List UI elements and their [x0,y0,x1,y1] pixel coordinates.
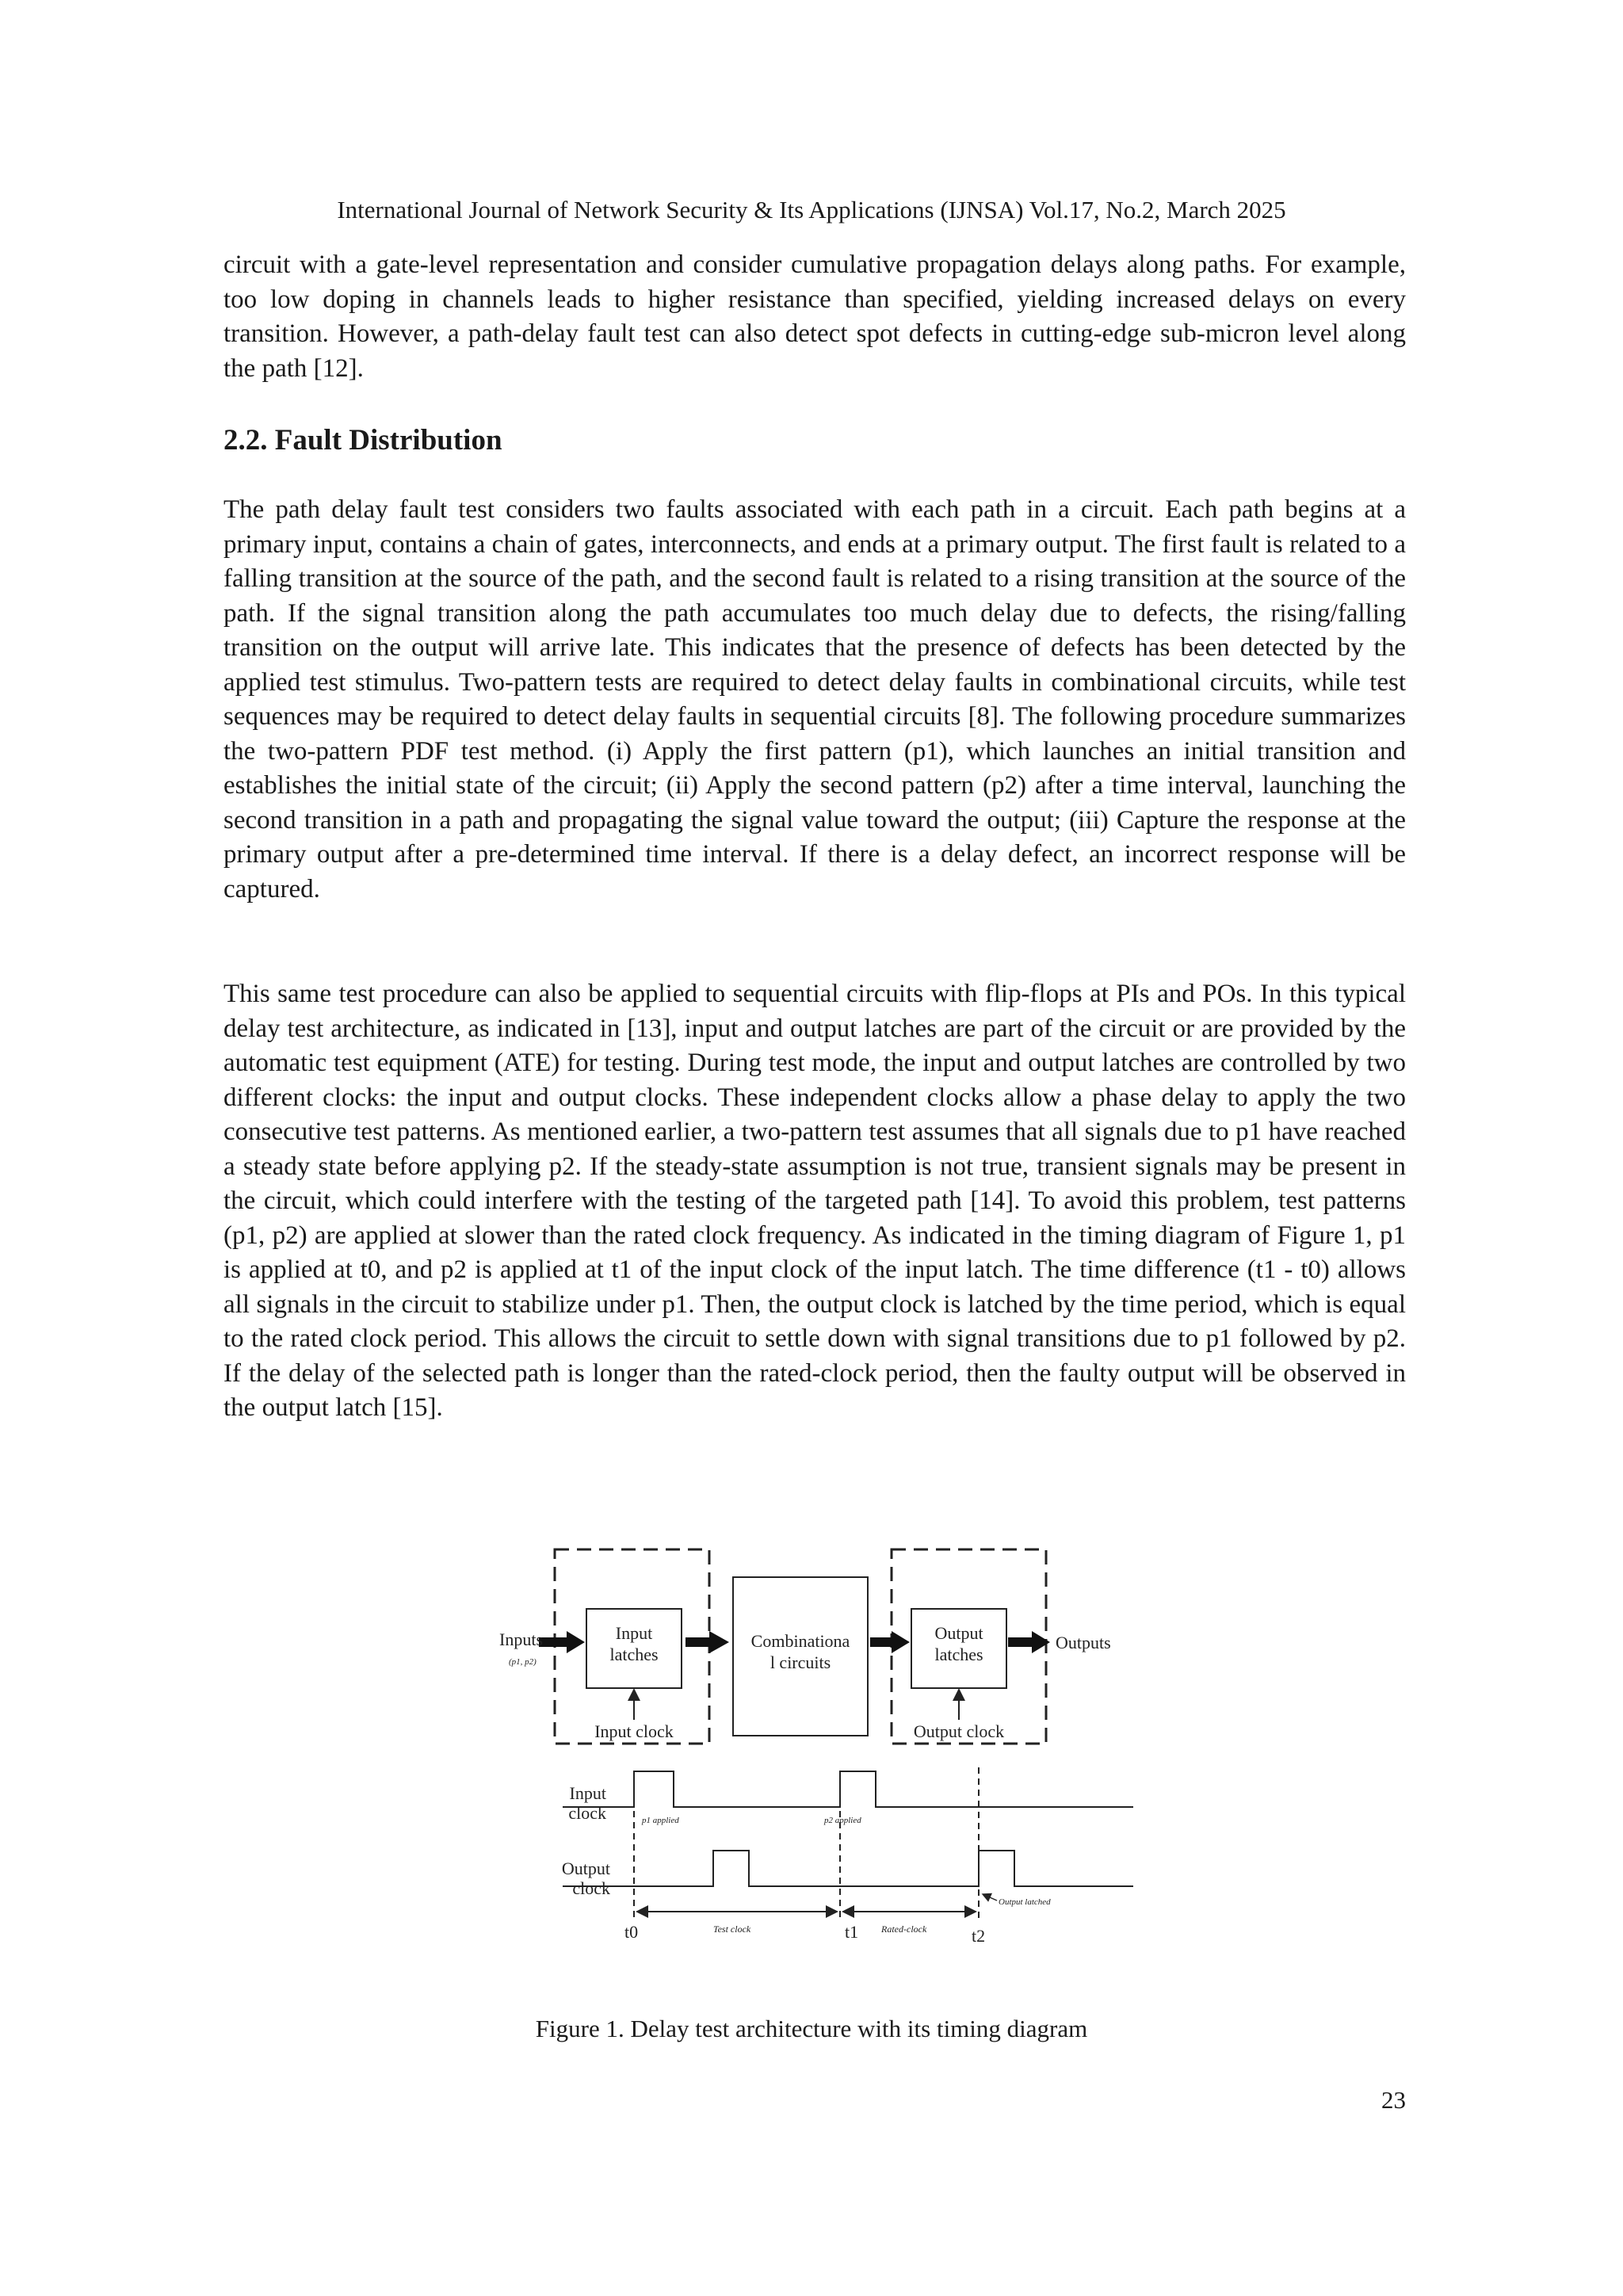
paragraph-2 [223,493,1406,907]
section-title: Fault Distribution [274,424,502,457]
comb-to-latch-arrow [870,1631,910,1653]
p1-applied-label: p1 applied [642,1816,679,1825]
paragraph-1 [223,248,1406,386]
outputs-arrow [1008,1631,1050,1653]
output-latch-label-1: Output [934,1623,983,1643]
running-header: International Journal of Network Security & Its Applications (IJNSA) Vol.17, No.2, March 2025 [337,196,1286,223]
input-clock-label: Input clock [594,1721,674,1741]
timing-output-label-1: Output [561,1859,610,1878]
delay-test-architecture-diagram [491,1538,1157,1981]
outputs-label: Outputs [1056,1633,1111,1652]
figure-caption: Figure 1. Delay test architecture with its timing diagram [535,2015,1088,2042]
input-clock-waveform [563,1771,1133,1807]
paragraph-3 [223,977,1406,1426]
latch-to-comb-arrow [685,1631,729,1653]
input-latch-label-1: Input [615,1623,653,1643]
comb-label-1: Combinationa [750,1631,850,1651]
output-latched-pointer [983,1894,997,1901]
comb-label-2: l circuits [769,1652,831,1672]
figure-1 [491,1538,1157,1981]
output-clock-waveform [563,1851,1133,1886]
inputs-label: Inputs [499,1629,543,1649]
paragraph-2-text: The path delay fault test considers two faults associated with each path in a circuit. Each path begins at a primary input, contains a chain of gates, interconnects, and ends at a primary output. The first fault is related to a falling transition at the source of the path, and the second fault is related to a rising transition at the source of the path. If the signal transition along the path accumulates too much delay due to defects, the rising/falling transition on the output will arrive late. This indicates that the presence of defects has been detected by the applied test stimulus. Two-pattern tests are required to detect delay faults in combinational circuits, while test sequences may be required to detect delay faults in sequential circuits [8]. The following procedure summarizes the two-pattern PDF test method. (i) Apply the first pattern (p1), which launches an initial transition and establishes the initial state of the circuit; (ii) Apply the second pattern (p2) after a time interval, launching the second transition in a path and propagating the signal value toward the output; (iii) Capture the response at the primary output after a pre-determined time interval. If there is a delay defect, an incorrect response will be captured. [223,495,1406,904]
page-number: 23 [1381,2086,1406,2114]
section-heading [223,422,502,460]
input-latch-label-2: latches [609,1645,659,1664]
p2-applied-label: p2 applied [824,1816,861,1825]
section-number: 2.2. [223,424,268,457]
paragraph-1-text: circuit with a gate-level representation and consider cumulative propagation delays along paths. For example, too low doping in channels leads to higher resistance than specified, yielding increased delays on every transition. However, a path-delay fault test can also detect spot defects in cutting-edge sub-micron level along the path [12]. [223,250,1406,383]
rated-clock-label: Rated-clock [881,1924,927,1935]
output-clock-label: Output clock [913,1721,1005,1741]
inputs-sub-label: (p1, p2) [509,1657,537,1667]
t1-label: t1 [845,1922,859,1942]
timing-output-label-2: clock [572,1878,610,1898]
test-clock-label: Test clock [713,1924,751,1935]
output-latched-label: Output latched [999,1897,1051,1907]
t0-label: t0 [624,1922,639,1942]
timing-input-label-1: Input [569,1783,606,1803]
paragraph-3-text: This same test procedure can also be applied to sequential circuits with flip-flops at PIs and POs. In this typical delay test architecture, as indicated in [13], input and output latches are part of the circuit or are provided by the automatic test equipment (ATE) for testing. During test mode, the input and output latches are controlled by two different clocks: the input and output clocks. These independent clocks allow a phase delay to apply the two consecutive test patterns. As mentioned earlier, a two-pattern test assumes that all signals due to p1 have reached a steady state before applying p2. If the steady-state assumption is not true, transient signals may be present in the circuit, which could interfere with the testing of the targeted path [14]. To avoid this problem, test patterns (p1, p2) are applied at slower than the rated clock frequency. As indicated in the timing diagram of Figure 1, p1 is applied at t0, and p2 is applied at t1 of the input clock of the input latch. The time difference (t1 - t0) allows all signals in the circuit to stabilize under p1. Then, the output clock is latched by the time period, which is equal to the rated clock period. This allows the circuit to settle down with signal transitions due to p1 followed by p2. If the delay of the selected path is longer than the rated-clock period, then the faulty output will be observed in the output latch [15]. [223,980,1406,1422]
output-latch-label-2: latches [934,1645,983,1664]
timing-input-label-2: clock [568,1803,606,1823]
inputs-arrow [539,1631,585,1653]
t2-label: t2 [972,1926,986,1946]
